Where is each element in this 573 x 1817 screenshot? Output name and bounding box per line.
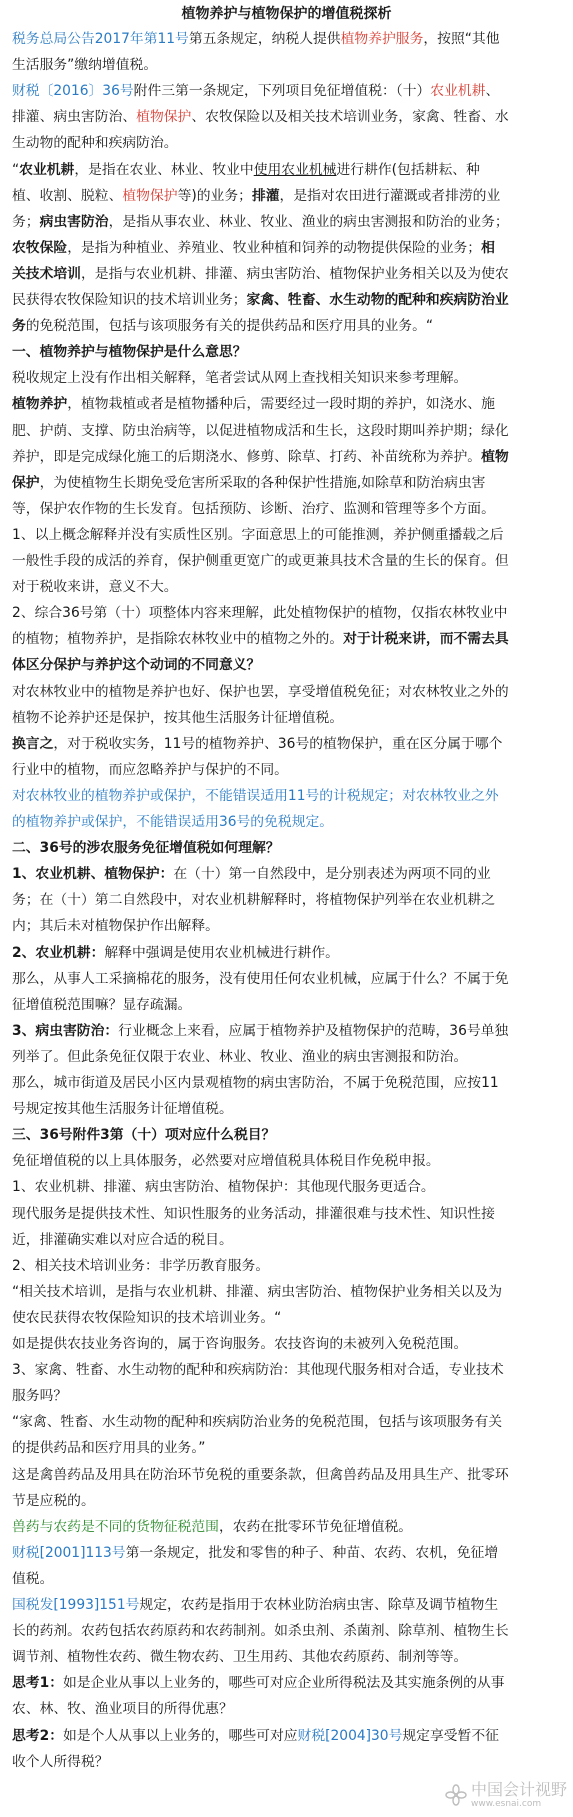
text-line [12, 783, 499, 809]
text-line [12, 261, 509, 287]
text-run: 调节剂、植物性农药、微生物农药、卫生用药、其他农药原药、制剂等等。 [12, 1649, 468, 1666]
watermark-name: 中国会计视野 [470, 1780, 567, 1799]
text-run: ，按照“其他 [423, 31, 500, 47]
text-line [12, 313, 433, 339]
text-run: 体区分保护与养护这个动词的不同意义？ [12, 657, 261, 674]
text-line [12, 1383, 67, 1409]
text-line [12, 1044, 467, 1070]
text-run: 务 [12, 318, 26, 335]
text-run: 养护，即是完成绿化施工的后期浇水、修剪、除草、打药、补苗统称为养护。 [12, 448, 482, 465]
text-run: “相关技术培训，是指与农业机耕、排灌、病虫害防治、植物保护业务相关以及为 [12, 1283, 503, 1300]
text-line [12, 1253, 269, 1279]
text-line [12, 1435, 205, 1461]
text-line [12, 887, 495, 913]
text-run: 1、农业机耕、植物保护： [12, 866, 174, 883]
text-line [12, 1096, 233, 1122]
watermark-url: www.esnai.com [470, 1799, 542, 1809]
text-line [12, 104, 509, 130]
text-run: 、农牧保险以及相关技术培训业务，家禽、牲畜、水 [191, 109, 509, 126]
text-run: 如是提供农技业务咨询的，属于咨询服务。农技咨询的未被列入免税范围。 [12, 1336, 468, 1352]
text-run: “ [12, 161, 20, 178]
text-run: 列举了。但此条免征仅限于农业、林业、牧业、渔业的病虫害测报和防治。 [12, 1048, 468, 1065]
text-run: 使用农业机械 [253, 161, 337, 178]
text-line [12, 1644, 467, 1670]
text-run: 号规定按其他生活服务计征增值税。 [12, 1101, 233, 1118]
text-line [12, 913, 219, 939]
text-run: 这是禽兽药品及用具在防治环节免税的重要条款，但禽兽药品及用具生产、批零环 [12, 1466, 509, 1483]
text-run[interactable]: 财税[2004]30号 [297, 1727, 403, 1744]
text-line [12, 1618, 509, 1644]
text-run: 如是企业从事以上业务的，哪些可对应企业所得税法及其实施条例的从事 [63, 1675, 505, 1692]
text-run: 生活服务”缴纳增值税。 [12, 57, 158, 74]
text-run: 收个人所得税？ [12, 1753, 109, 1770]
text-run: ，植物栽植或者是植物播种后，需要经过一段时期的养护，如浇水、施 [67, 396, 495, 413]
text-line [12, 1331, 467, 1357]
text-line [12, 1566, 53, 1592]
text-run: 如是个人从事以上业务的，哪些可对应 [63, 1727, 298, 1744]
text-run: 一、植物养护与植物保护是什么意思？ [12, 344, 247, 361]
text-run: 三、36号附件3第（十）项对应什么税目？ [12, 1127, 276, 1144]
text-line [12, 861, 491, 887]
text-run: 解释中强调是使用农业机械进行耕作。 [104, 944, 339, 961]
text-run: 务； [12, 213, 40, 230]
text-run: 排灌 [251, 187, 280, 204]
text-run[interactable]: 国税发[1993]151号 [12, 1597, 140, 1613]
text-run[interactable]: 财税〔2016〕36号 [12, 83, 134, 100]
text-line [12, 1749, 109, 1775]
text-line [12, 1018, 508, 1044]
text-run: 一般性手段的成活的养育，保护侧重更宽广的或更兼具技术含量的生长的保育。但 [12, 553, 509, 569]
text-line [12, 183, 500, 209]
text-run[interactable]: 财税[2001]113号 [12, 1544, 126, 1561]
text-run: 免征增值税的以上具体服务，必然要对应增值税具体税目作免税申报。 [12, 1153, 440, 1170]
text-run: 长的药剂。农药包括农药原药和农药制剂。如杀虫剂、杀菌剂、除草剂、植物生长 [12, 1623, 509, 1640]
text-line [12, 1409, 502, 1435]
text-line [12, 835, 280, 861]
text-line [12, 1201, 495, 1227]
text-run: 对于计税来讲，而不需去具 [343, 631, 509, 648]
text-line [12, 574, 178, 600]
text-line [12, 496, 495, 522]
text-run: 兽药与农药是不同的货物征税范围 [12, 1518, 219, 1535]
text-line [12, 1592, 498, 1618]
text-run: 的免税范围，包括与该项服务有关的提供药品和医疗用具的业务。“ [25, 318, 434, 335]
text-run: 植物养护服务 [340, 31, 424, 47]
text-line [12, 522, 504, 548]
text-run: 2、农业机耕： [12, 944, 105, 961]
text-line [12, 1462, 509, 1488]
text-run: 农业机耕 [19, 161, 75, 178]
text-run: 对农林牧业中的植物是养护也好、保护也罢，享受增值税免征；对农林牧业之外的 [12, 683, 509, 700]
text-run: 使农民获得农牧保险知识的技术培训业务。“ [12, 1309, 282, 1326]
watermark [445, 1781, 567, 1809]
text-line [12, 1723, 499, 1749]
text-run: ，是指为种植业、养殖业、牧业种植和饲养的动物提供保险的业务； [67, 239, 482, 256]
text-run: 病虫害防治 [39, 213, 109, 230]
text-run[interactable]: 对农林牧业的植物养护或保护，不能错误适用11号的计税规定；对农林牧业之外 [12, 787, 499, 804]
text-run: 二、36号的涉农服务免征增值税如何理解？ [12, 840, 280, 857]
text-run: ，是指与农业机耕、排灌、病虫害防治、植物保护业务相关以及为使农 [80, 265, 509, 282]
text-run[interactable]: 的植物养护或保护，不能错误适用36号的免税规定。 [12, 814, 334, 830]
text-run: 植物保护 [122, 187, 178, 204]
text-run: 的提供药品和医疗用具的业务。” [12, 1440, 206, 1457]
text-run: 3、家禽、牲畜、水生动物的配种和疾病防治：其他现代服务相对合适，专业技术 [12, 1362, 504, 1379]
text-line [12, 992, 191, 1018]
text-line [12, 1696, 233, 1722]
text-run: 植、收割、脱粒、 [12, 187, 123, 204]
text-run: 3、病虫害防治： [12, 1022, 119, 1039]
text-run: ，农药在批零环节免征增值税。 [218, 1518, 413, 1535]
text-line [12, 652, 260, 678]
text-run: 以上概念解释并没有实质性区别。字面意思上的可能推测，养护侧重播载之后 [34, 526, 504, 543]
text-run: 农、林、牧、渔业项目的所得优惠？ [12, 1701, 233, 1718]
text-line [12, 1540, 498, 1566]
text-run: 节是应税的。 [12, 1492, 95, 1509]
text-run[interactable]: 税务总局公告2017年第11号 [12, 31, 189, 47]
text-run: ，是指在农业、林业、牧业中 [74, 161, 254, 178]
text-line [12, 757, 288, 783]
text-run: 民获得农牧保险知识的技术培训业务； [12, 292, 247, 308]
text-run: 行业中的植物，而应忽略养护与保护的不同。 [12, 761, 288, 778]
text-run: 规定享受暂不征 [402, 1727, 499, 1744]
text-run: 关技术培训 [12, 265, 81, 282]
text-run: 近，排灌确实难以对应合适的税目。 [12, 1231, 233, 1248]
text-run: 1、 [12, 526, 35, 543]
text-line [12, 1488, 95, 1514]
text-run: 生动物的配种和疾病防治。 [12, 135, 178, 152]
text-run: 等)的业务； [177, 187, 252, 204]
text-line [12, 209, 509, 235]
text-run: ，对于税收实务，11号的植物养护、36号的植物保护，重在区分属于哪个 [53, 735, 503, 752]
text-run: 规定，农药是指用于农林业防治病虫害、除草及调节植物生 [139, 1597, 499, 1613]
text-run: 行业概念上来看，应属于植物养护及植物保护的范畴，36号单独 [118, 1022, 509, 1039]
text-run: 等，保护农作物的生长发育。包括预防、诊断、治疗、监测和管理等多个方面。 [12, 500, 495, 517]
flower-logo-icon [445, 1784, 467, 1806]
text-run: ，是指对农田进行灌溉或者排涝的业 [279, 187, 501, 204]
text-run: 植物不论养护还是保护，按其他生活服务计征增值税。 [12, 709, 344, 726]
text-run: 税收规定上没有作出相关解释，笔者尝试从网上查找相关知识来参考理解。 [12, 370, 468, 387]
text-run: “家禽、牲畜、水生动物的配种和疾病防治业务的免税范围，包括与该项服务有关 [12, 1414, 503, 1431]
text-line [12, 705, 343, 731]
text-line [12, 130, 178, 156]
text-line [12, 1148, 440, 1174]
text-run: 进行耕作(包括耕耘、种 [336, 161, 480, 178]
text-line [12, 1514, 412, 1540]
text-line [12, 1305, 281, 1331]
text-run: ，是指从事农业、林业、牧业、渔业的病虫害测报和防治的业务； [108, 213, 509, 230]
text-line [12, 1070, 499, 1096]
text-run: 植物养护 [12, 396, 68, 413]
text-line [12, 1122, 275, 1148]
text-run: 务；在（十）第二自然段中，对农业机耕解释时，将植物保护列举在农业机耕之 [12, 892, 495, 909]
text-line [12, 287, 509, 313]
text-run: 2、相关技术培训业务：非学历教育服务。 [12, 1257, 270, 1274]
text-run: 家禽、牲畜、水生动物的配种和疾病防治业 [246, 292, 509, 308]
text-run: 、 [485, 83, 500, 100]
text-run: 附件三第一条规定，下列项目免征增值税：（十） [133, 83, 431, 100]
text-run: 农业机耕 [430, 83, 486, 100]
text-line [12, 1227, 233, 1253]
text-line [12, 966, 509, 992]
text-run: 在（十）第一自然段中，是分别表述为两项不同的业 [173, 866, 491, 883]
text-line [12, 444, 509, 470]
text-run: 思考1： [12, 1675, 63, 1692]
text-run: 对于税收来讲，意义不大。 [12, 579, 178, 596]
text-line [12, 1670, 505, 1696]
text-run: 思考2： [12, 1727, 63, 1744]
text-line [12, 679, 509, 705]
text-run: 排灌、病虫害防治、 [12, 109, 137, 126]
text-line [12, 626, 509, 652]
text-run: 肥、护荫、支撑、防虫治病等，以促进植物成活和生长，这段时期叫养护期；绿化 [12, 422, 509, 439]
text-line [12, 731, 502, 757]
text-line [12, 365, 467, 391]
text-run: 内；其后未对植物保护作出解释。 [12, 918, 219, 935]
text-line [12, 78, 499, 104]
text-run: 相 [481, 239, 495, 256]
text-run: 换言之 [12, 735, 54, 752]
text-line [12, 391, 495, 417]
text-run: 农牧保险 [12, 239, 68, 256]
text-run: 那么，城市街道及居民小区内景观植物的病虫害防治，不属于免税范围，应按11 [12, 1075, 499, 1091]
text-line [12, 235, 495, 261]
text-line [12, 470, 485, 496]
text-line [12, 157, 480, 183]
text-line [12, 418, 509, 444]
text-line [12, 26, 500, 52]
text-run: 那么，从事人工采摘棉花的服务，没有使用任何农业机械，应属于什么？不属于免 [12, 970, 509, 987]
text-line [12, 52, 157, 78]
text-run: 第一条规定，批发和零售的种子、种苗、农药、农机，免征增 [125, 1544, 499, 1561]
text-line [12, 1279, 502, 1305]
text-run: 植物保护 [136, 109, 192, 126]
text-run: 的植物；植物养护，是指除农林牧业中的植物之外的。 [12, 631, 344, 648]
text-line [12, 339, 247, 365]
text-run: 1、农业机耕、排灌、病虫害防治、植物保护：其他现代服务更适合。 [12, 1179, 435, 1196]
text-run: 2、 [12, 605, 35, 622]
text-line [12, 940, 339, 966]
text-run: 第五条规定，纳税人提供 [188, 31, 341, 47]
text-run: ，为使植物生长期免受危害所采取的各种保护性措施,如除草和防治病虫害 [39, 474, 486, 491]
text-run: 保护 [12, 474, 40, 491]
text-run: 现代服务是提供技术性、知识性服务的业务活动，排灌很难与技术性、知识性接 [12, 1205, 495, 1222]
text-run: 服务吗？ [12, 1388, 68, 1405]
text-run: 综合36号第（十）项整体内容来理解，此处植物保护的植物，仅指农林牧业中 [34, 605, 508, 622]
article-title: 植物养护与植物保护的增值税探析 [181, 6, 392, 22]
text-run: 值税。 [12, 1570, 54, 1587]
text-line [12, 600, 507, 626]
text-run: 植物 [481, 448, 509, 465]
text-line [12, 1357, 504, 1383]
text-line [12, 548, 509, 574]
text-run: 征增值税范围嘛？显存疏漏。 [12, 996, 192, 1013]
text-line [12, 1174, 435, 1200]
text-line [12, 809, 333, 835]
